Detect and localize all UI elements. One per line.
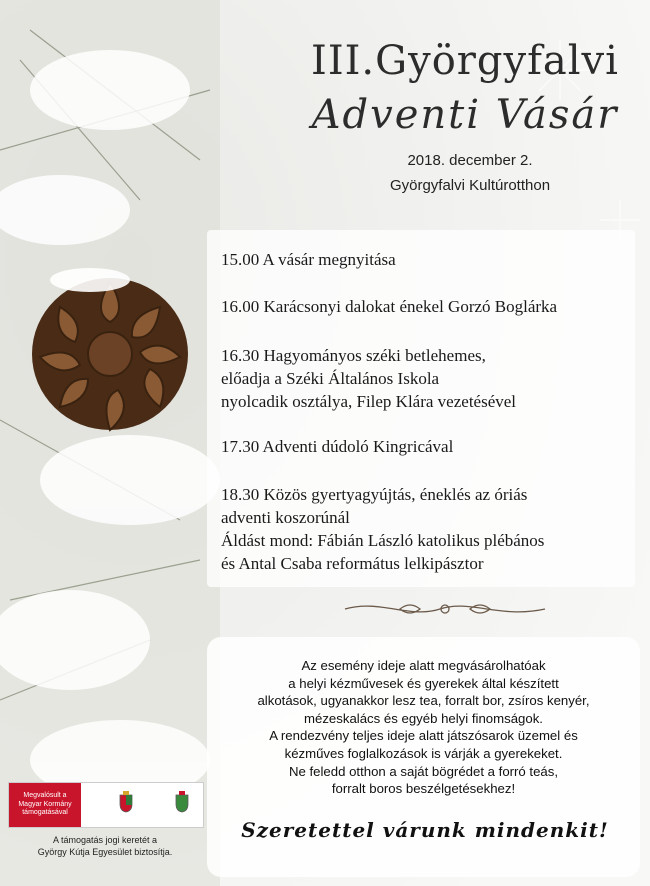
program-item: 17.30 Adventi dúdoló Kingricával	[221, 437, 454, 456]
support-caption: A támogatás jogi keretét a György Kútja Egyesület biztosítja.	[37, 835, 173, 857]
program-item: 15.00 A vásár megnyitása	[221, 250, 396, 269]
event-title-line2: Adventi Vásár	[311, 92, 619, 138]
info-text: Az esemény ideje alatt megvásárolhatóak a helyi kézművesek és gyerekek által készített alkotások, ugyanakkor lesz tea, forralt bor, zsíros kenyér, mézeskalács és egyéb helyi finomságok. A rendezvény teljes ideje alatt játszósarok üzemel és kézműves foglalkozások is várják a gyerekeket. Ne feledd otthon a saját bögrédet a forró teás, forralt boros beszélgetésekhez!	[257, 658, 590, 797]
decorative-flourish	[340, 597, 550, 621]
coat-of-arms-icon	[119, 791, 133, 813]
event-title-line1: III.Györgyfalvi	[311, 38, 619, 84]
event-venue: Györgyfalvi Kultúrotthon	[389, 177, 551, 194]
closing-greeting: Szeretettel várunk mindenkit!	[241, 818, 609, 842]
program-item: 16.30 Hagyományos széki betlehemes, előadja a Széki Általános Iskola nyolcadik osztálya, Filep Klára vezetésével	[221, 346, 517, 411]
partner-crest-icon	[175, 791, 189, 813]
pine-cone-image	[20, 262, 200, 440]
support-badge-text: Megvalósult a Magyar Kormány támogatásával	[18, 792, 72, 817]
event-date: 2018. december 2.	[407, 152, 533, 169]
program-item: 18.30 Közös gyertyagyújtás, éneklés az óriás adventi koszorúnál Áldást mond: Fábián László katolikus plébános és Antal Csaba református lelkipásztor	[221, 485, 545, 573]
program-item: 16.00 Karácsonyi dalokat énekel Gorzó Boglárka	[221, 297, 558, 316]
government-support-badge	[8, 782, 204, 828]
